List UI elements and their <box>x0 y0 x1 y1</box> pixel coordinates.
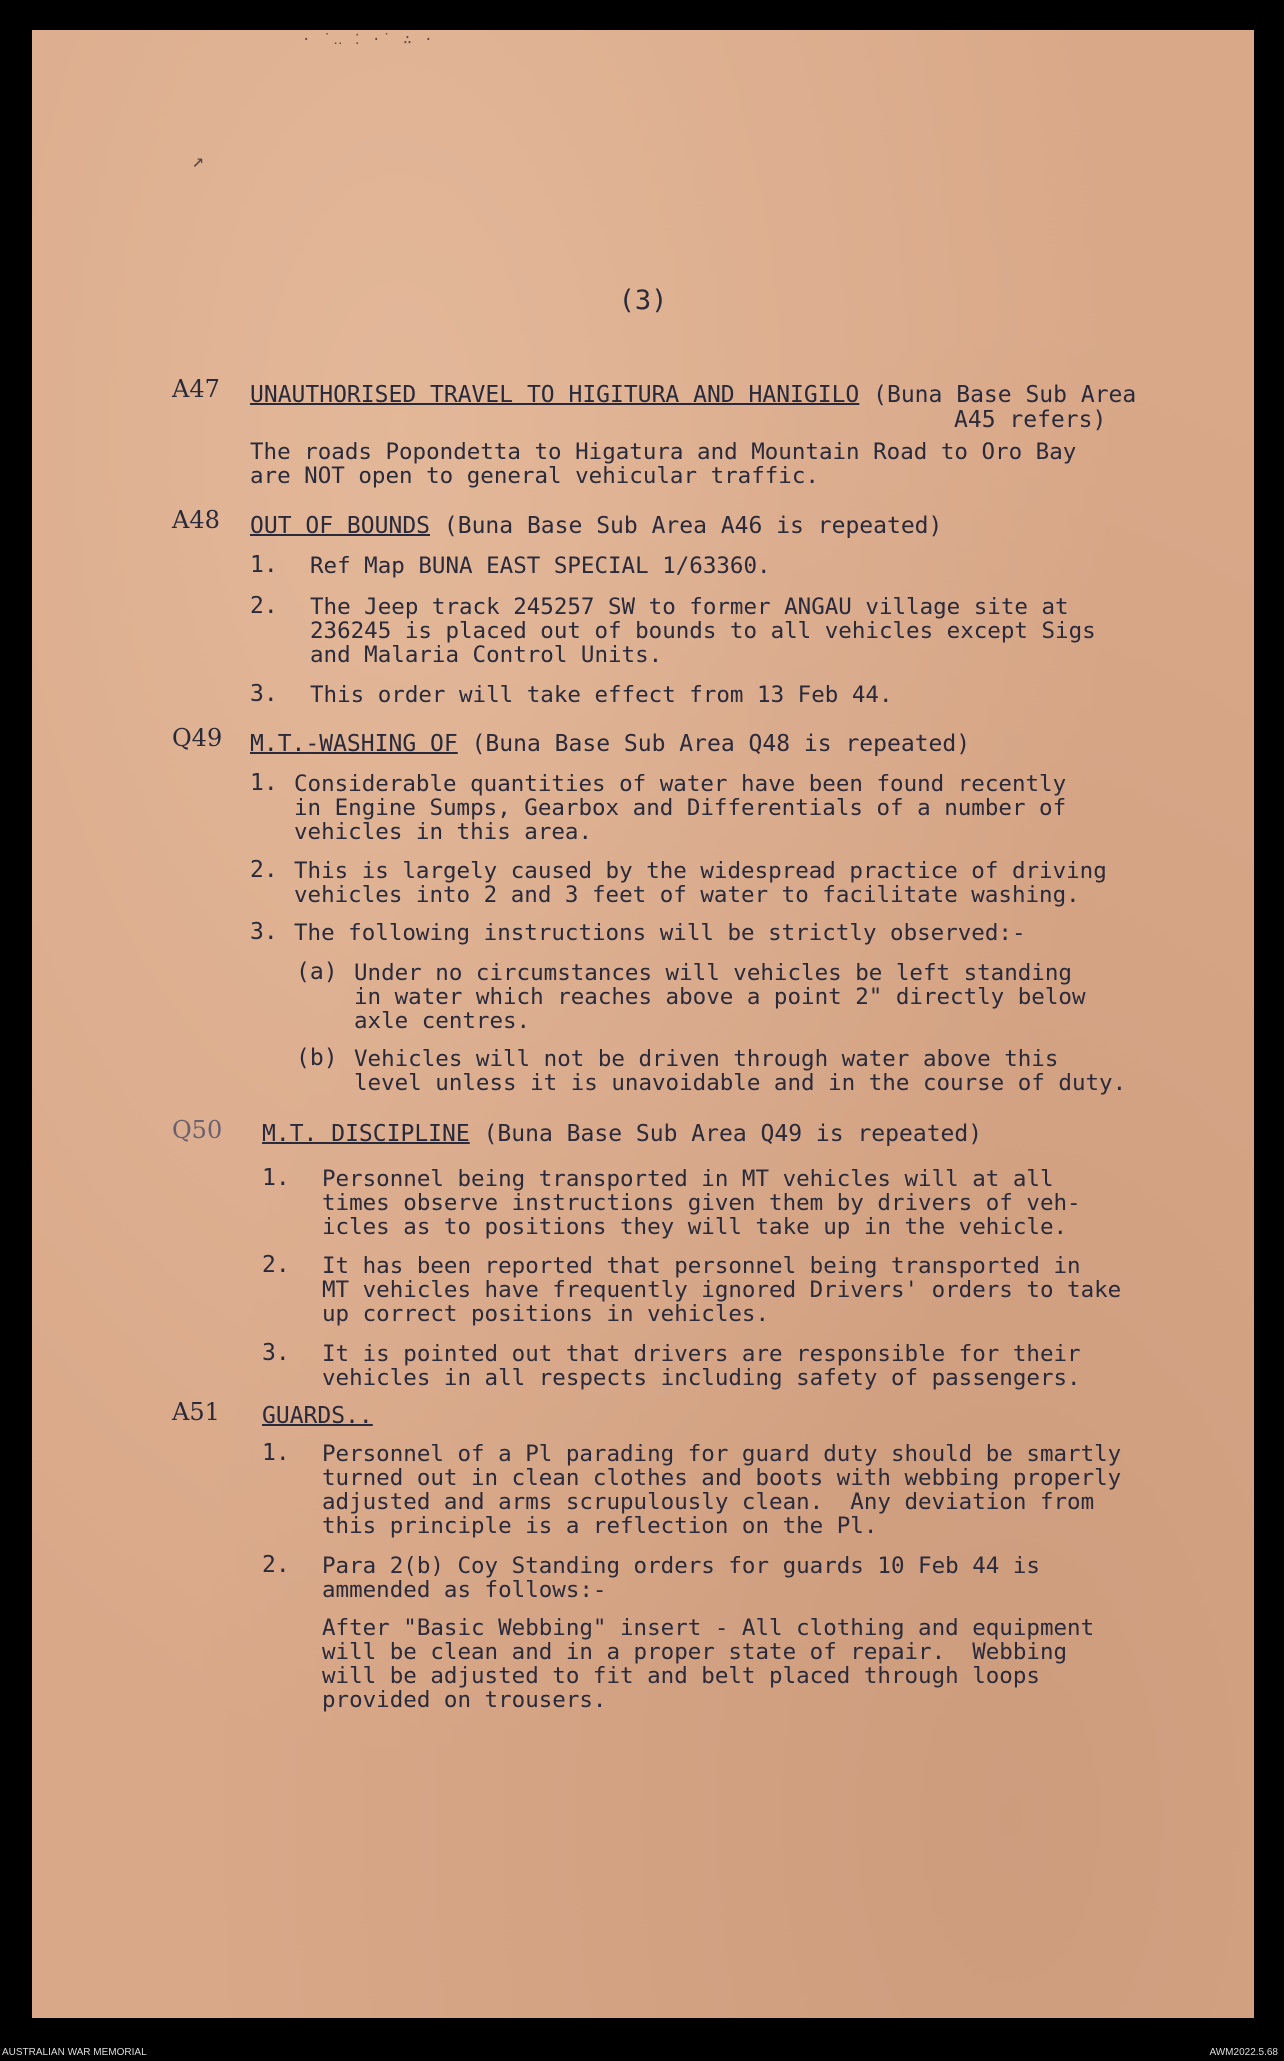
section-heading-a48 <box>250 513 942 539</box>
section-heading-q49 <box>250 731 970 757</box>
item-text: It is pointed out that drivers are responsible for their vehicles in all respects including safety of passengers. <box>322 1341 1081 1391</box>
item-text: Personnel of a Pl parading for guard duty should be smartly turned out in clean clothes and boots with webbing properly adjusted and arms scrupulously clean. Any deviation from this principle is a reflection on the Pl. <box>322 1441 1122 1539</box>
subitem-text: Vehicles will not be driven through water above this level unless it is unavoidable and in the course of duty. <box>354 1046 1127 1096</box>
section-reference-cont: A45 refers) <box>954 407 1107 433</box>
item-number: 3. <box>262 1340 290 1366</box>
item-number: 2. <box>262 1252 290 1278</box>
section-title: GUARDS.. <box>262 1403 373 1429</box>
item-number: 2. <box>250 857 278 883</box>
section-title: UNAUTHORISED TRAVEL TO HIGITURA AND HANIGILO <box>250 382 860 408</box>
item-text: This is largely caused by the widespread practice of driving vehicles into 2 and 3 feet of water to facilitate washing. <box>294 858 1107 908</box>
section-title: M.T.-WASHING OF <box>250 731 458 757</box>
item-number: 3. <box>250 681 278 707</box>
section-heading-q50 <box>262 1121 982 1147</box>
item-text: Para 2(b) Coy Standing orders for guards 10 Feb 44 is ammended as follows:- <box>322 1553 1040 1603</box>
section-code-a47: A47 <box>172 375 220 403</box>
subitem-text: Under no circumstances will vehicles be left standing in water which reaches above a point 2" directly below axle centres. <box>354 960 1086 1034</box>
item-number: 2. <box>250 593 278 619</box>
section-reference: (Buna Base Sub Area A46 is repeated) <box>443 513 943 539</box>
section-reference: (Buna Base Sub Area Q48 is repeated) <box>471 731 971 757</box>
section-heading-a47 <box>250 382 1136 408</box>
section-title: OUT OF BOUNDS <box>250 513 431 539</box>
section-code-q49: Q49 <box>172 724 223 752</box>
item-number: 3. <box>250 919 278 945</box>
item-number: 1. <box>262 1165 290 1191</box>
section-heading-a51 <box>262 1403 373 1429</box>
footer-reference: AWM2022.5.68 <box>1209 2047 1278 2058</box>
footer-credit: AUSTRALIAN WAR MEMORIAL <box>2 2047 147 2058</box>
page-number: (3) <box>618 285 668 316</box>
subitem-number: (b) <box>296 1045 338 1071</box>
subitem-number: (a) <box>296 959 338 985</box>
section-code-a48: A48 <box>172 506 220 534</box>
item-text: Personnel being transported in MT vehicles will at all times observe instructions given them by drivers of veh- icles as to positions they will take up in the vehicle. <box>322 1166 1081 1240</box>
paper-mark: · ˙‥ ⁚ ·˙ ∴ · <box>302 32 435 48</box>
item-text: The Jeep track 245257 SW to former ANGAU village site at 236245 is placed out of bounds to all vehicles except Sigs and Malaria Control Units. <box>310 594 1096 668</box>
item-text: It has been reported that personnel being transported in MT vehicles have frequently ignored Drivers' orders to take up correct positions in vehicles. <box>322 1253 1122 1327</box>
item-text: The following instructions will be strictly observed:- <box>294 920 1026 946</box>
amendment-text: After "Basic Webbing" insert - All clothing and equipment will be clean and in a proper state of repair. Webbing will be adjusted to fit and belt placed through loops provided on trousers. <box>322 1615 1095 1713</box>
item-number: 1. <box>262 1440 290 1466</box>
item-text: This order will take effect from 13 Feb 44. <box>310 682 893 708</box>
item-text: Ref Map BUNA EAST SPECIAL 1/63360. <box>310 553 771 579</box>
item-number: 1. <box>250 552 278 578</box>
paper-mark: ↗ <box>192 148 205 172</box>
section-reference: (Buna Base Sub Area Q49 is repeated) <box>483 1121 983 1147</box>
section-code-q50: Q50 <box>172 1116 223 1144</box>
document-page <box>32 30 1254 2018</box>
item-number: 2. <box>262 1552 290 1578</box>
section-reference: (Buna Base Sub Area <box>873 382 1137 408</box>
section-code-a51: A51 <box>172 1398 220 1426</box>
item-text: Considerable quantities of water have been found recently in Engine Sumps, Gearbox and Differentials of a number of vehicles in this area. <box>294 771 1067 845</box>
section-title: M.T. DISCIPLINE <box>262 1121 470 1147</box>
item-number: 1. <box>250 770 278 796</box>
section-text: The roads Popondetta to Higatura and Mountain Road to Oro Bay are NOT open to general vehicular traffic. <box>250 439 1077 489</box>
